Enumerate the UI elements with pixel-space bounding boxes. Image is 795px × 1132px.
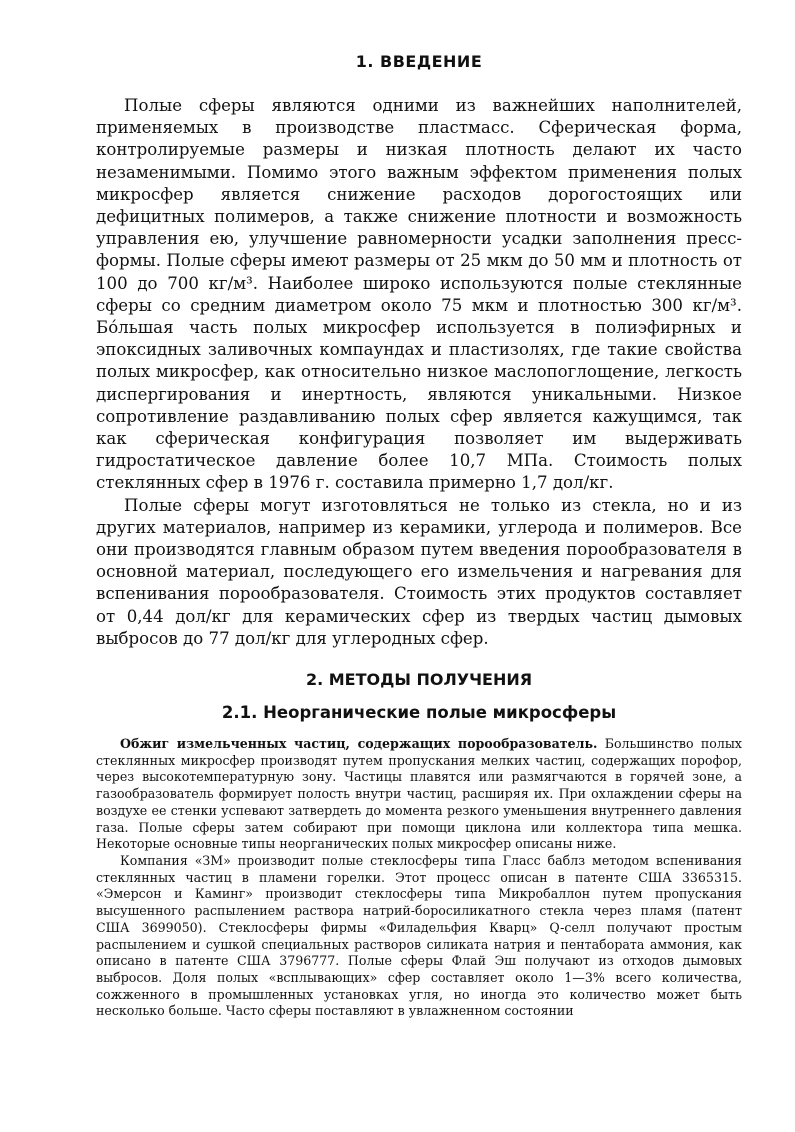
paragraph-body: Большинство полых стеклянных микросфер производят путем пропускания мелких частиц, содержащих порофор, через высокотемпературную зону. Частицы плавятся или размягчаются в горячей зоне, а газообразователь формирует полость внутри частиц, расширяя их. При охлаждении сферы на воздухе ее стенки успевают затвердеть до момента резкого уменьшения внутреннего давления газа. Полые сферы затем собирают при помощи циклона или коллектора типа мешка. Некоторые основные типы неорганических полых микросфер описаны ниже.	[96, 736, 742, 852]
intro-paragraph-2: Полые сферы могут изготовляться не только из стекла, но и из других материалов, например из керамики, углерода и полимеров. Все они производятся главным образом путем введения порообразователя в основной материал, последующего его измельчения и нагревания для вспенивания порообразователя. Стоимость этих продуктов составляет от 0,44 дол/кг для керамических сфер из твердых частиц дымовых выбросов до 77 дол/кг для углеродных сфер.	[96, 495, 742, 648]
section-2-title: 2. МЕТОДЫ ПОЛУЧЕНИЯ	[305, 670, 533, 690]
intro-paragraph-1: Полые сферы являются одними из важнейших наполнителей, применяемых в производстве пластмасс. Сферическая форма, контролируемые размеры и низкая плотность делают их часто незаменимыми. Помимо этого важным эффектом применения полых микросфер является снижение расходов дорогостоящих или дефицитных полимеров, а также снижение плотности и возможность управления ею, улучшение равномерности усадки заполнения пресс-формы. Полые сферы имеют размеры от 25 мкм до 50 мм и плотность от 100 до 700 кг/м³. Наиболее широко используются полые стеклянные сферы со средним диаметром около 75 мкм и плотностью 300 кг/м³. Бо́льшая часть полых микросфер используется в полиэфирных и эпоксидных заливочных компаундах и пластизолях, где такие свойства полых микросфер, как относительно низкое маслопоглощение, легкость диспергирования и инертность, являются уникальными. Низкое сопротивление раздавливанию полых сфер является кажущимся, так как сферическая конфигурация позволяет им выдерживать гидростатическое давление более 10,7 МПа. Стоимость полых стеклянных сфер в 1976 г. составила примерно 1,7 дол/кг.	[96, 96, 742, 493]
methods-paragraph-1	[96, 736, 742, 853]
paragraph-lead-heading: Обжиг измельченных частиц, содержащих порообразователь.	[120, 736, 598, 752]
small-print-block	[96, 736, 742, 1020]
methods-paragraph-2: Компания «ЗМ» производит полые стеклосферы типа Гласс баблз методом вспенивания стеклянных частиц в пламени горелки. Этот процесс описан в патенте США 3365315. «Эмерсон и Каминг» производит стеклосферы типа Микробаллон путем пропускания высушенного распылением раствора натрий-боросиликатного стекла через пламя (патент США 3699050). Стеклосферы фирмы «Филадельфия Кварц» Q-селл получают простым распылением и сушкой специальных растворов силиката натрия и пентабората аммония, как описано в патенте США 3796777. Полые сферы Флай Эш получают из отходов дымовых выбросов. Доля полых «всплывающих» сфер составляет около 1—3% всего количества, сожженного в промышленных установках угля, но иногда это количество может быть несколько больше. Часто сферы поставляют в увлажненном состоянии	[96, 853, 742, 1019]
document-page	[96, 52, 742, 1020]
subsection-2-1-title: 2.1. Неорганические полые микросферы	[221, 703, 617, 723]
section-1-title: 1. ВВЕДЕНИЕ	[355, 52, 483, 71]
